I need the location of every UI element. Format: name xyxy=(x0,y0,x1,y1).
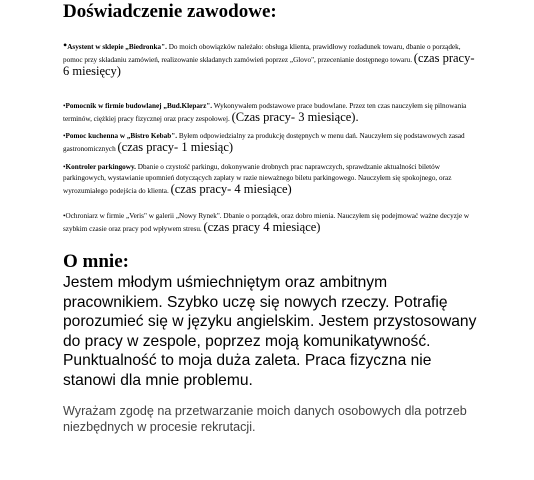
job-period: (czas pracy- 1 miesiąc) xyxy=(117,140,234,154)
consent-clause: Wyrażam zgodę na przetwarzanie moich danych osobowych dla potrzeb niezbędnych w procesie rekrutacji. xyxy=(63,404,467,434)
job-entry xyxy=(63,131,478,155)
job-period: (czas pracy- 4 miesiące) xyxy=(170,182,292,196)
job-description: Do moich obowiązków należało: obsługa klienta, prawidłowy rozładunek towaru, dbanie o porządek, pomoc przy składaniu zamówień, realizowanie składanych zamówień poprzez „Glovo", przecenianie dostępnego towaru. xyxy=(63,43,461,64)
bullet-icon: • xyxy=(63,102,66,110)
job-title: Asystent w sklepie „Biedronka". xyxy=(67,43,167,51)
job-period: (czas pracy-6 miesięcy) xyxy=(63,51,475,78)
job-entry xyxy=(63,101,478,125)
job-period: (czas pracy 4 miesiące) xyxy=(203,220,321,234)
bullet-icon: • xyxy=(63,38,68,52)
bullet-icon: • xyxy=(63,132,66,140)
about-heading: O mnie: xyxy=(63,251,129,272)
job-entry xyxy=(63,40,478,79)
job-entry xyxy=(63,211,478,235)
job-description: Dbanie o porządek, oraz dobro mienia. Nauczyłem się podejmować ważne decyzje w szybkim czasie oraz pracy pod wpływem stresu. xyxy=(63,212,470,233)
job-title: Pomoc kuchenna w „Bistro Kebab". xyxy=(65,132,178,140)
job-description: Wykonywałem podstawowe prace budowlane. Przez ten czas nauczyłem się pilnowania terminów, ciężkiej pracy fizycznej oraz pracy zespołowej. xyxy=(63,102,467,123)
experience-heading: Doświadczenie zawodowe: xyxy=(63,1,277,22)
job-entry xyxy=(63,162,478,197)
job-description: Dbanie o czystość parkingu, dokonywanie drobnych prac naprawczych, sprawdzanie aktualności biletów parkingowych, wystawianie upomnień dotyczących zapłaty w razie nieważnego biletu parkingowego. Nauczyłem się spokojnego, oraz wyrozumiałego podejścia do klienta. xyxy=(63,163,452,195)
job-period: (Czas pracy- 3 miesiące). xyxy=(231,110,359,124)
bullet-icon: • xyxy=(63,212,66,220)
job-title: Pomocnik w firmie budowlanej „Bud.Kleparz". xyxy=(65,102,213,110)
bullet-icon: • xyxy=(63,163,66,171)
job-title: Kontroler parkingowy. xyxy=(65,163,136,171)
job-description: Byłem odpowiedzialny za produkcję dostępnych w menu dań. Nauczyłem się podstawowych zasad gastronomicznych xyxy=(63,132,465,153)
about-text: Jestem młodym uśmiechniętym oraz ambitnym pracownikiem. Szybko uczę się nowych rzeczy. Potrafię porozumieć się w języku angielskim. Jestem przystosowany do pracy w zespole, poprzez moją komunikatywność. Punktualność to moja duża zaleta. Praca fizyczna nie stanowi dla mnie problemu. xyxy=(63,274,477,389)
job-title: Ochroniarz w firmie „Veris" w galerii „Nowy Rynek". xyxy=(65,212,222,220)
